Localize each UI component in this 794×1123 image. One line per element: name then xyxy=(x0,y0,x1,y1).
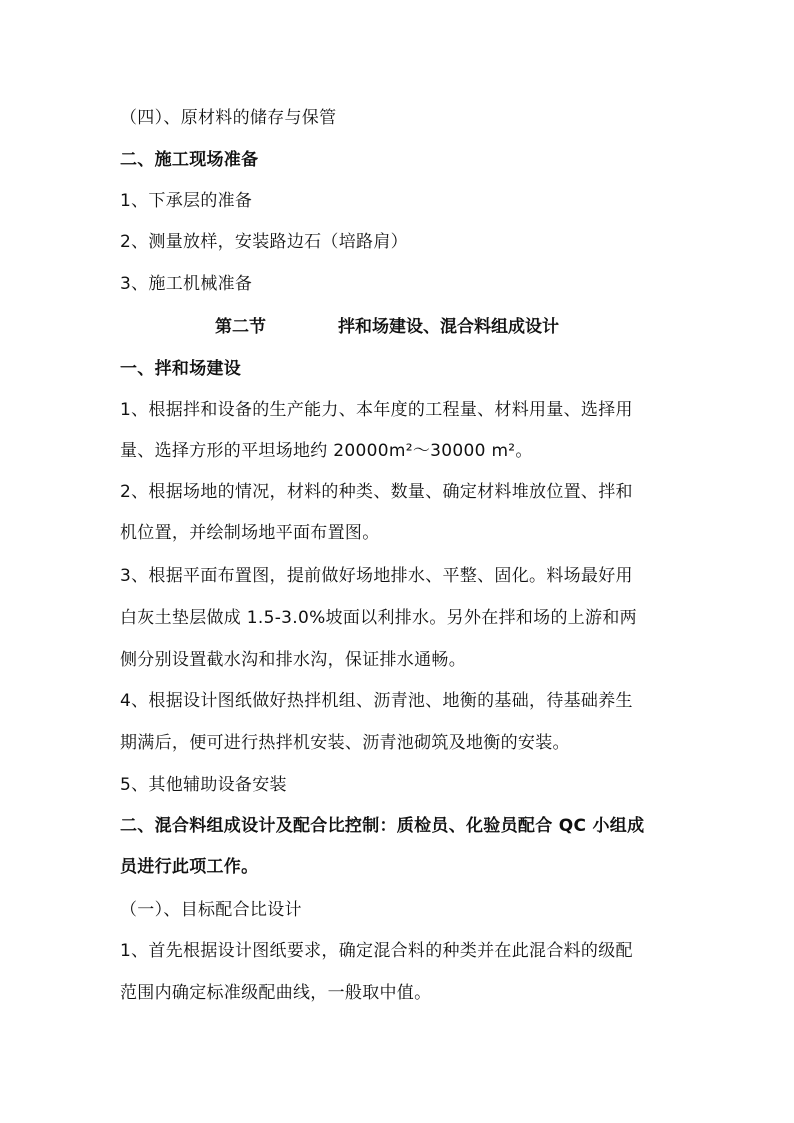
heading-mix-design-cont: 员进行此项工作。 xyxy=(120,857,259,877)
paragraph-line: 白灰土垫层做成 1.5-3.0%坡面以利排水。另外在拌和场的上游和两 xyxy=(120,608,637,628)
paragraph-line: 量、选择方形的平坦场地约 20000m²～30000 m²。 xyxy=(120,441,533,461)
heading-mixing-plant: 一、拌和场建设 xyxy=(120,359,242,379)
paragraph-line: 范围内确定标准级配曲线，一般取中值。 xyxy=(120,983,432,1003)
paragraph-line: 2、根据场地的情况，材料的种类、数量、确定材料堆放位置、拌和 xyxy=(120,482,633,502)
paragraph-line: 机位置，并绘制场地平面布置图。 xyxy=(120,523,380,543)
paragraph-line: 1、根据拌和设备的生产能力、本年度的工程量、材料用量、选择用 xyxy=(120,400,633,420)
item-machinery-preparation: 3、施工机械准备 xyxy=(120,274,253,294)
paragraph-line: 期满后，便可进行热拌机安装、沥青池砌筑及地衡的安装。 xyxy=(120,733,570,753)
paragraph-line: 侧分别设置截水沟和排水沟，保证排水通畅。 xyxy=(120,650,466,670)
heading-site-preparation: 二、施工现场准备 xyxy=(120,150,259,170)
subsection-heading-raw-material-storage: （四）、原材料的储存与保管 xyxy=(120,108,337,128)
item-base-layer-preparation: 1、下承层的准备 xyxy=(120,191,253,211)
section-name: 拌和场建设、混合料组成设计 xyxy=(338,317,559,337)
subsection-heading-target-mix: （一）、目标配合比设计 xyxy=(120,900,302,920)
paragraph-line: 4、根据设计图纸做好热拌机组、沥青池、地衡的基础，待基础养生 xyxy=(120,691,633,711)
heading-mix-design: 二、混合料组成设计及配合比控制：质检员、化验员配合 QC 小组成 xyxy=(120,816,645,836)
paragraph-line: 3、根据平面布置图，提前做好场地排水、平整、固化。料场最好用 xyxy=(120,566,633,586)
paragraph-line: 5、其他辅助设备安装 xyxy=(120,775,287,795)
paragraph-line: 1、首先根据设计图纸要求，确定混合料的种类并在此混合料的级配 xyxy=(120,941,633,961)
section-number: 第二节 xyxy=(215,317,266,337)
item-survey-setout: 2、测量放样，安装路边石（培路肩） xyxy=(120,232,408,252)
